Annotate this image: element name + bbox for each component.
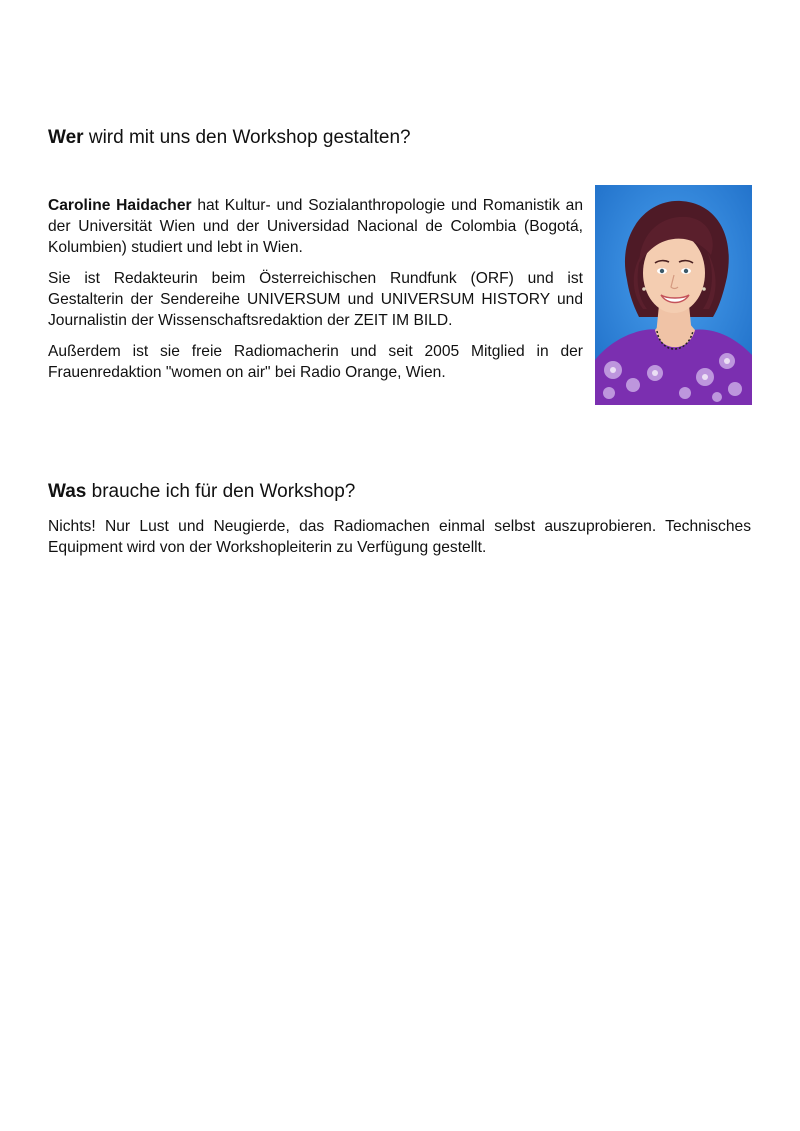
bio-paragraph-1 bbox=[48, 195, 583, 258]
heading-what-rest: brauche ich für den Workshop? bbox=[86, 481, 356, 502]
bio-paragraph-3: Außerdem ist sie freie Radiomacherin und seit 2005 Mitglied in der Frauenredaktion "women on air" bei Radio Orange, Wien. bbox=[48, 343, 583, 381]
bio-paragraph-2: Sie ist Redakteurin beim Österreichischen Rundfunk (ORF) und ist Gestalterin der Sendereihe UNIVERSUM und UNIVERSUM HISTORY und Journalistin der Wissenschaftsredaktion der ZEIT IM BILD. bbox=[48, 270, 583, 329]
portrait-illustration bbox=[595, 185, 752, 405]
heading-who-bold: Wer bbox=[48, 127, 84, 148]
heading-what-bold: Was bbox=[48, 481, 87, 502]
heading-who bbox=[48, 126, 411, 150]
portrait-photo bbox=[595, 185, 752, 405]
bio-name: Caroline Haidacher bbox=[48, 197, 192, 214]
bio-paragraph-1-rest: hat Kultur- und Sozialanthropologie und Romanistik an der Universität Wien und der Universidad Nacional de Colombia (Bogotá, Kolumbien) studiert und lebt in Wien. bbox=[48, 197, 583, 256]
heading-what bbox=[48, 480, 355, 504]
heading-who-rest: wird mit uns den Workshop gestalten? bbox=[83, 127, 411, 148]
requirements-text: Nichts! Nur Lust und Neugierde, das Radiomachen einmal selbst auszuprobieren. Technisches Equipment wird von der Workshopleiterin zu Verfügung gestellt. bbox=[48, 518, 751, 556]
bio-text bbox=[48, 195, 583, 393]
